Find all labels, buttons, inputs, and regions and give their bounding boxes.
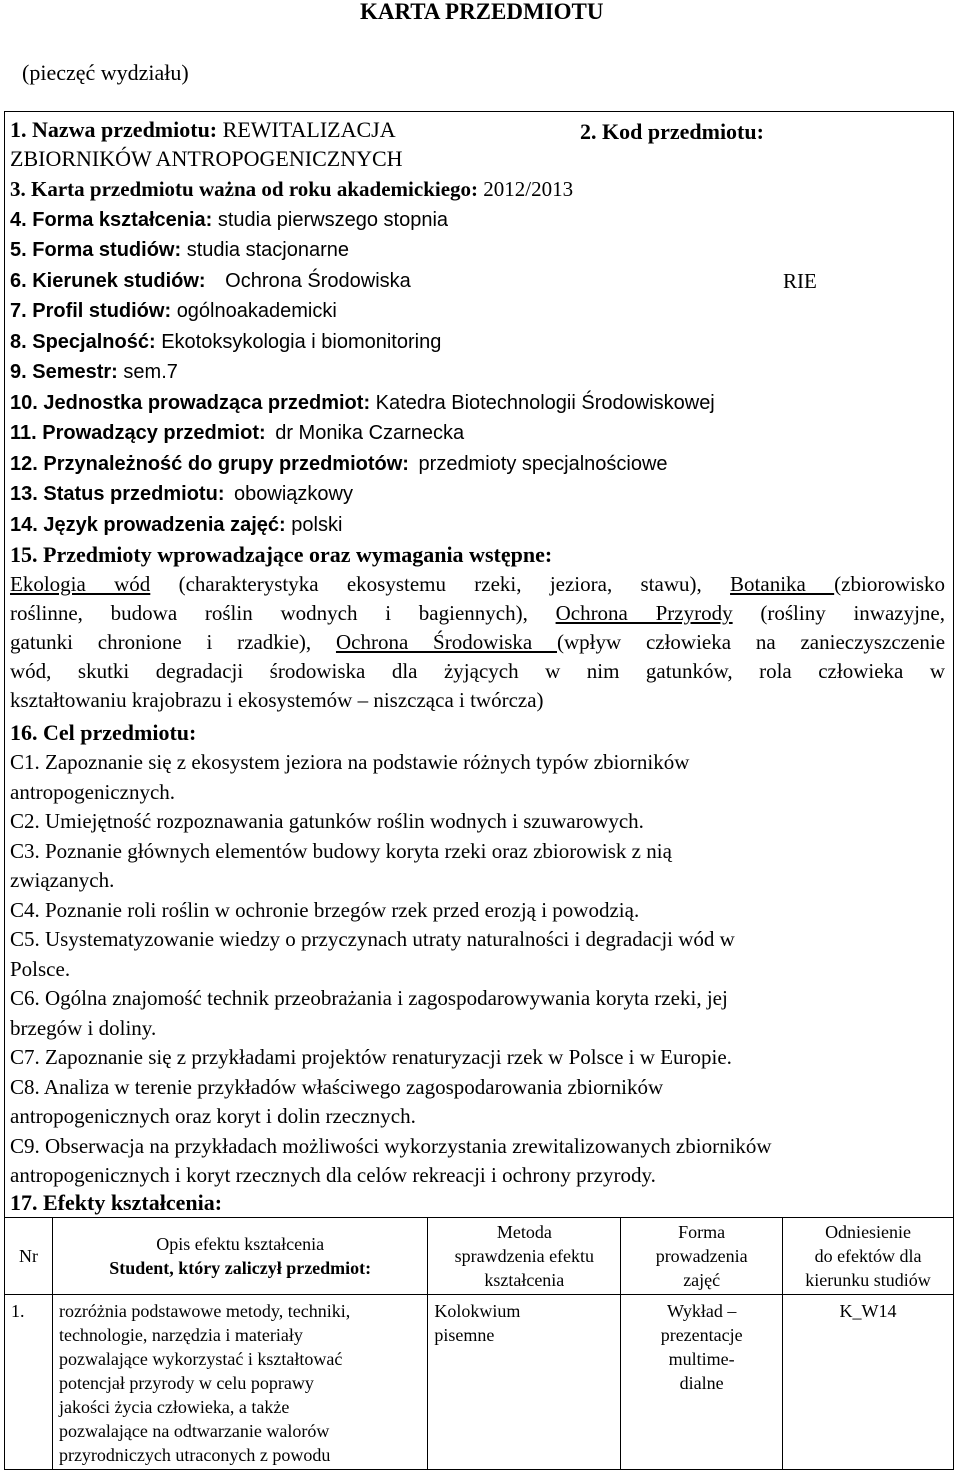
goal-line: C7. Zapoznanie się z przykładami projektów renaturyzacji rzek w Polsce i w Europie.	[10, 1045, 732, 1069]
prereq-course-link: Ochrona Przyrody	[555, 601, 733, 625]
goal-line: C8. Analiza w terenie przykładów właściwego zagospodarowania zbiorników	[10, 1074, 664, 1099]
header-method	[428, 1218, 621, 1295]
goal-line: C4. Poznanie roli roślin w ochronie brzegów rzek przed erozją i powodzią.	[10, 897, 640, 922]
specialty-value: Ekotoksykologia i biomonitoring	[161, 331, 442, 353]
course-name-value-cont: ZBIORNIKÓW ANTROPOGENICZNYCH	[10, 146, 403, 171]
learning-effects-table	[4, 1217, 954, 1470]
study-form-label: 5. Forma studiów:	[10, 239, 182, 261]
prereq-line	[10, 570, 945, 599]
header-reference-line: kierunku studiów	[805, 1270, 931, 1290]
prereq-line: kształtowaniu krajobrazu i ekosystemów – niszcząca i twórcza)	[10, 688, 544, 712]
row-description-line: rozróżnia podstawowe metody, techniki,	[58, 1301, 351, 1321]
table-header-row	[5, 1218, 954, 1295]
prereq-course-link: Ochrona Środowiska	[335, 630, 558, 654]
row-description	[52, 1295, 427, 1470]
effects-label: 17. Efekty kształcenia:	[10, 1190, 223, 1215]
header-nr: Nr	[5, 1218, 53, 1295]
semester-label: 9. Semestr:	[10, 361, 118, 383]
header-form-line: Forma	[678, 1222, 726, 1242]
row-form-line: Wykład –	[666, 1301, 737, 1321]
prerequisites-text	[10, 570, 945, 715]
status-value: obowiązkowy	[234, 483, 353, 505]
education-form-label: 4. Forma kształcenia:	[10, 209, 213, 231]
education-form-line	[10, 206, 448, 235]
effects-heading	[10, 1188, 222, 1217]
goals-label: 16. Cel przedmiotu:	[10, 720, 197, 745]
goal-line: związanych.	[10, 868, 115, 892]
unit-value: Katedra Biotechnologii Środowiskowej	[375, 392, 715, 414]
row-description-line: pozwalające na odtwarzanie walorów	[58, 1421, 330, 1441]
header-method-line: Metoda	[496, 1222, 552, 1242]
status-line	[10, 480, 353, 509]
study-form-value: studia stacjonarne	[186, 239, 350, 261]
goals-heading	[10, 718, 196, 747]
course-code-label: 2. Kod przedmiotu:	[580, 119, 764, 144]
field-of-study-line	[10, 267, 411, 296]
goal-line: C3. Poznanie głównych elementów budowy koryta rzeki oraz zbiorowisk z nią	[10, 838, 672, 863]
prereq-text: (zbiorowisko	[834, 572, 945, 596]
goal-line: C1. Zapoznanie się z ekosystem jeziora na podstawie różnych typów zbiorników	[10, 750, 690, 774]
header-form-line: zajęć	[683, 1270, 721, 1290]
prereq-line	[10, 599, 945, 628]
study-profile-label: 7. Profil studiów:	[10, 300, 172, 322]
goal-line: C9. Obserwacja na przykładach możliwości wykorzystania zrewitalizowanych zbiorników	[10, 1133, 772, 1158]
language-label: 14. Język prowadzenia zajęć:	[10, 514, 286, 536]
row-description-line: pozwalające wykorzystać i kształtować	[58, 1349, 343, 1369]
goal-line: C5. Usystematyzowanie wiedzy o przyczynach utraty naturalności i degradacji wód w	[10, 927, 735, 951]
field-of-study-value: Ochrona Środowiska	[225, 270, 411, 292]
lecturer-line	[10, 419, 464, 448]
study-profile-line	[10, 297, 337, 326]
header-reference-line: do efektów dla	[814, 1246, 922, 1266]
prereq-text: (rośliny inwazyjne,	[732, 601, 945, 625]
unit-label: 10. Jednostka prowadząca przedmiot:	[10, 392, 371, 414]
semester-value: sem.7	[123, 361, 178, 383]
header-description-line: Student, który zaliczył przedmiot:	[109, 1258, 372, 1278]
field-of-study-code: RIE	[783, 269, 817, 293]
specialty-line	[10, 328, 441, 357]
lecturer-value: dr Monika Czarnecka	[275, 422, 465, 444]
header-form	[621, 1218, 783, 1295]
row-description-line: jakości życia człowieka, a także	[58, 1397, 290, 1417]
education-form-value: studia pierwszego stopnia	[217, 209, 449, 231]
row-reference: K_W14	[783, 1295, 954, 1470]
row-nr: 1.	[5, 1295, 53, 1470]
course-group-line	[10, 450, 668, 479]
goal-line: C2. Umiejętność rozpoznawania gatunków roślin wodnych i szuwarowych.	[10, 809, 644, 833]
valid-year-label: 3. Karta przedmiotu ważna od roku akademickiego:	[10, 177, 479, 201]
prereq-line: wód, skutki degradacji środowiska dla żyjących w nim gatunków, rola człowieka w	[10, 659, 945, 683]
unit-line	[10, 389, 715, 418]
table-row	[5, 1295, 954, 1470]
faculty-stamp-placeholder: (pieczęć wydziału)	[22, 60, 189, 85]
prereq-text: gatunki chronione i rzadkie),	[10, 630, 336, 654]
status-label: 13. Status przedmiotu:	[10, 483, 225, 505]
header-reference-line: Odniesienie	[825, 1222, 912, 1242]
goal-line: antropogenicznych i koryt rzecznych dla celów rekreacji i ochrony przyrody.	[10, 1163, 656, 1187]
header-reference	[783, 1218, 954, 1295]
goals-list	[10, 748, 772, 1191]
study-form-line	[10, 236, 349, 265]
course-name-line	[10, 115, 396, 144]
prereq-course-link: Botanika	[730, 572, 835, 596]
header-description-line: Opis efektu kształcenia	[156, 1234, 325, 1254]
prereq-text: (wpływ człowieka na zanieczyszczenie	[557, 630, 946, 654]
course-group-value: przedmioty specjalnościowe	[418, 453, 668, 475]
row-form-line: prezentacje	[660, 1325, 743, 1345]
language-line	[10, 511, 342, 540]
prerequisites-heading	[10, 540, 552, 569]
lecturer-label: 11. Prowadzący przedmiot:	[10, 422, 266, 444]
prereq-course-link: Ekologia wód	[10, 572, 151, 596]
row-form	[621, 1295, 783, 1470]
language-value: polski	[291, 514, 343, 536]
goal-line: C6. Ogólna znajomość technik przeobrażania i zagospodarowywania koryta rzeki, jej	[10, 986, 728, 1010]
goal-line: antropogenicznych oraz koryt i dolin rzecznych.	[10, 1104, 416, 1128]
header-form-line: prowadzenia	[655, 1246, 748, 1266]
row-description-line: przyrodniczych utraconych z powodu	[58, 1445, 331, 1465]
course-name-label: 1. Nazwa przedmiotu:	[10, 117, 218, 142]
goal-line: Polsce.	[10, 956, 71, 981]
field-of-study-label: 6. Kierunek studiów:	[10, 270, 206, 292]
row-method-line: pisemne	[434, 1325, 495, 1345]
document-title: KARTA PRZEDMIOTU	[360, 0, 604, 24]
row-description-line: technologie, narzędzia i materiały	[58, 1325, 303, 1345]
prereq-text: roślinne, budowa roślin wodnych i bagiennych),	[10, 601, 556, 625]
course-name-value: REWITALIZACJA	[222, 117, 396, 142]
valid-year-value: 2012/2013	[483, 177, 574, 201]
header-method-line: sprawdzenia efektu	[454, 1246, 595, 1266]
row-method-line: Kolokwium	[434, 1301, 521, 1321]
row-form-line: dialne	[679, 1373, 724, 1393]
study-profile-value: ogólnoakademicki	[176, 300, 337, 322]
header-method-line: kształcenia	[484, 1270, 565, 1290]
prereq-text: (charakterystyka ekosystemu rzeki, jeziora, stawu),	[150, 572, 731, 596]
course-group-label: 12. Przynależność do grupy przedmiotów:	[10, 453, 409, 475]
row-method	[428, 1295, 621, 1470]
row-description-line: potencjał przyrody w celu poprawy	[58, 1373, 314, 1393]
valid-year-line	[10, 175, 573, 204]
specialty-label: 8. Specjalność:	[10, 331, 156, 353]
goal-line: antropogenicznych.	[10, 779, 176, 804]
row-form-line: multime-	[668, 1349, 735, 1369]
semester-line	[10, 358, 178, 387]
prerequisites-label: 15. Przedmioty wprowadzające oraz wymagania wstępne:	[10, 542, 553, 567]
goal-line: brzegów i doliny.	[10, 1015, 157, 1040]
prereq-line	[10, 628, 945, 657]
header-description	[52, 1218, 427, 1295]
